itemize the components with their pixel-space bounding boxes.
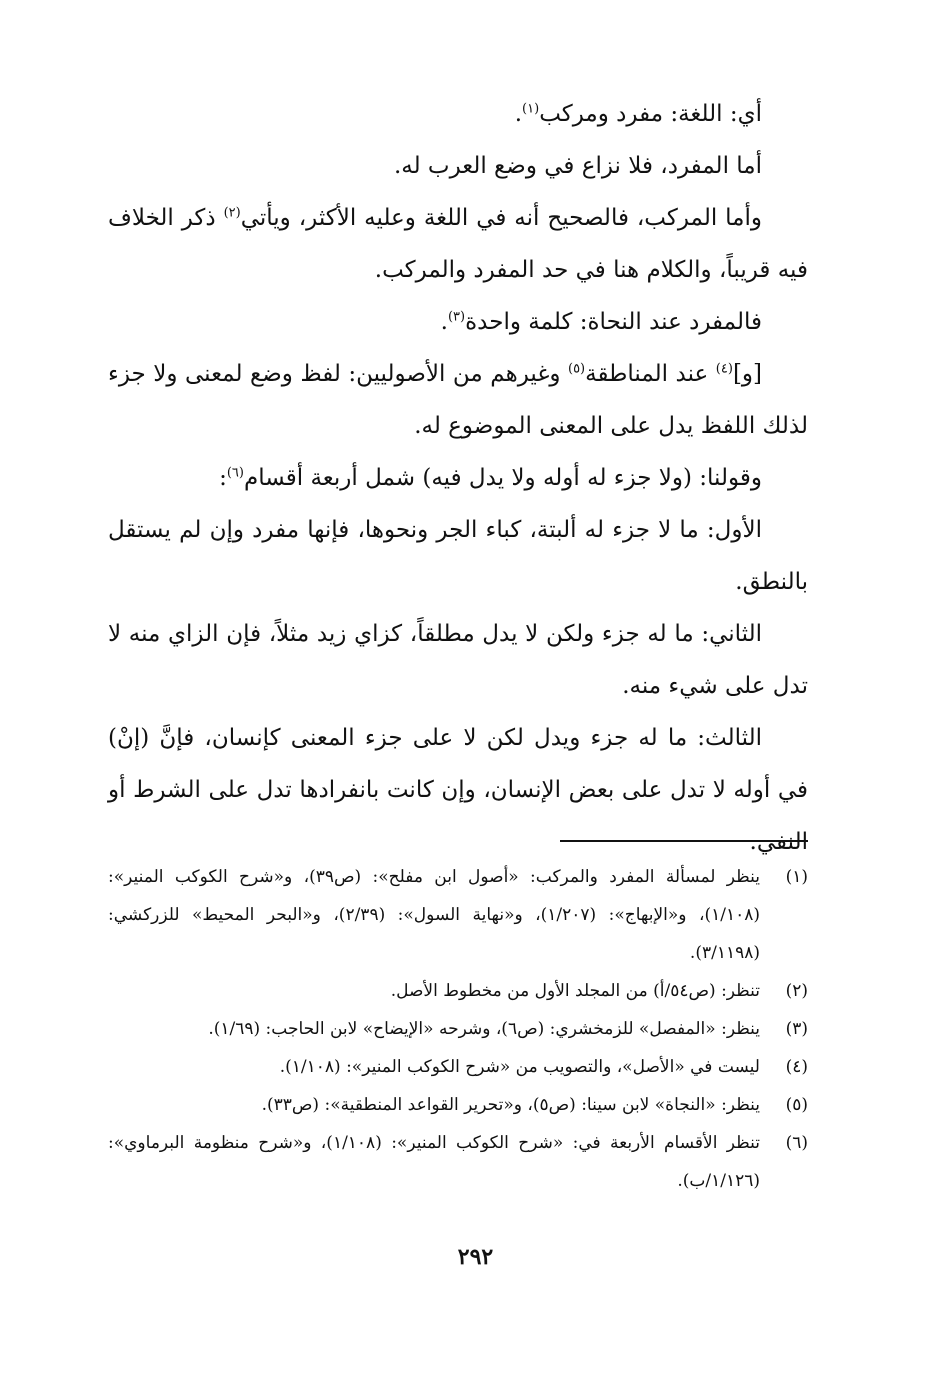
footnote xyxy=(108,1048,808,1086)
paragraph-tail: . xyxy=(440,309,448,335)
footnote-ref: (٣) xyxy=(447,309,466,325)
footnote-text: ينظر لمسألة المفرد والمركب: «أصول ابن مفلح»: (ص٣٩)، و«شرح الكوكب المنير»: (١/١٠٨)، و«الإبهاج»: (١/٢٠٧)، و«نهاية السول»: (٢/٣٩)، و«البحر المحيط» للزركشي: (٣/١١٩٨). xyxy=(108,867,760,963)
paragraph xyxy=(108,296,808,348)
footnote xyxy=(108,1124,808,1200)
paragraph xyxy=(108,452,808,504)
paragraph-tail: وغيرهم من الأصوليين: لفظ وضع لمعنى ولا جزء لذلك اللفظ يدل على المعنى الموضوع له. xyxy=(108,361,808,439)
paragraph-tail: ذكر الخلاف فيه قريباً، والكلام هنا في حد المفرد والمركب. xyxy=(108,205,808,283)
page-number: ٢٩٢ xyxy=(457,1244,494,1270)
footnote-number: (٥) xyxy=(785,1095,808,1115)
paragraph-text: وأما المركب، فالصحيح أنه في اللغة وعليه الأكثر، ويأتي xyxy=(240,205,762,231)
footnote xyxy=(108,858,808,972)
footnote-ref: (٦) xyxy=(226,465,244,481)
footnote-number: (١) xyxy=(785,867,808,887)
footnote-text: ينظر: «النجاة» لابن سينا: (ص٥)، و«تحرير القواعد المنطقية»: (ص٣٣). xyxy=(261,1095,760,1115)
main-text-block xyxy=(108,88,808,868)
paragraph-tail: . xyxy=(514,101,523,127)
footnote-number: (٣) xyxy=(785,1019,808,1039)
footnote-ref: (٥) xyxy=(567,361,586,377)
paragraph-text: [و] xyxy=(732,361,762,387)
footnote-number: (٤) xyxy=(785,1057,808,1077)
footnote-text: تنظر الأقسام الأربعة في: «شرح الكوكب المنير»: (١/١٠٨)، و«شرح منظومة البرماوي»: (١/١٢٦/ب). xyxy=(108,1133,760,1191)
footnote-ref: (٤) xyxy=(715,361,733,377)
paragraph xyxy=(108,192,808,296)
body-text xyxy=(108,88,808,868)
footnote-ref: (١) xyxy=(522,101,540,117)
paragraph-text: وقولنا: (ولا جزء له أوله ولا يدل فيه) شمل أربعة أقسام xyxy=(243,465,762,491)
paragraph xyxy=(108,504,808,608)
paragraph-tail: عند المناطقة xyxy=(585,361,716,387)
footnote-text: تنظر: (ص٥٤/أ) من المجلد الأول من مخطوط الأصل. xyxy=(390,981,760,1001)
footnote-number: (٦) xyxy=(785,1133,808,1153)
paragraph xyxy=(108,712,808,868)
paragraph-text: الثاني: ما له جزء ولكن لا يدل مطلقاً، كزاي زيد مثلاً، فإن الزاي منه لا تدل على شيء منه. xyxy=(108,621,808,699)
paragraph xyxy=(108,608,808,712)
footnote xyxy=(108,1010,808,1048)
paragraph-text: الثالث: ما له جزء ويدل لكن لا على جزء المعنى كإنسان، فإنَّ (إنْ) في أوله لا تدل على بعض الإنسان، وإن كانت بانفرادها تدل على الشرط أو النفي. xyxy=(108,725,808,855)
footnote-text: ليست في «الأصل»، والتصويب من «شرح الكوكب المنير»: (١/١٠٨). xyxy=(279,1057,760,1077)
paragraph xyxy=(108,88,808,140)
paragraph xyxy=(108,348,808,452)
footnote-number: (٢) xyxy=(785,981,808,1001)
footnote xyxy=(108,1086,808,1124)
footnote-ref: (٢) xyxy=(223,205,241,221)
paragraph-tail: : xyxy=(219,465,227,491)
footnote-text: ينظر: «المفصل» للزمخشري: (ص٦)، وشرحه «الإيضاح» لابن الحاجب: (١/٦٩). xyxy=(208,1019,760,1039)
paragraph xyxy=(108,140,808,192)
paragraph-text: أما المفرد، فلا نزاع في وضع العرب له. xyxy=(393,153,762,179)
paragraph-text: الأول: ما لا جزء له ألبتة، كباء الجر ونحوها، فإنها مفرد وإن لم يستقل بالنطق. xyxy=(108,517,808,595)
paragraph-text: أي: اللغة: مفرد ومركب xyxy=(539,101,762,127)
footnote-separator xyxy=(560,840,808,842)
footnotes xyxy=(108,858,808,1200)
paragraph-text: فالمفرد عند النحاة: كلمة واحدة xyxy=(465,309,762,335)
footnote xyxy=(108,972,808,1010)
